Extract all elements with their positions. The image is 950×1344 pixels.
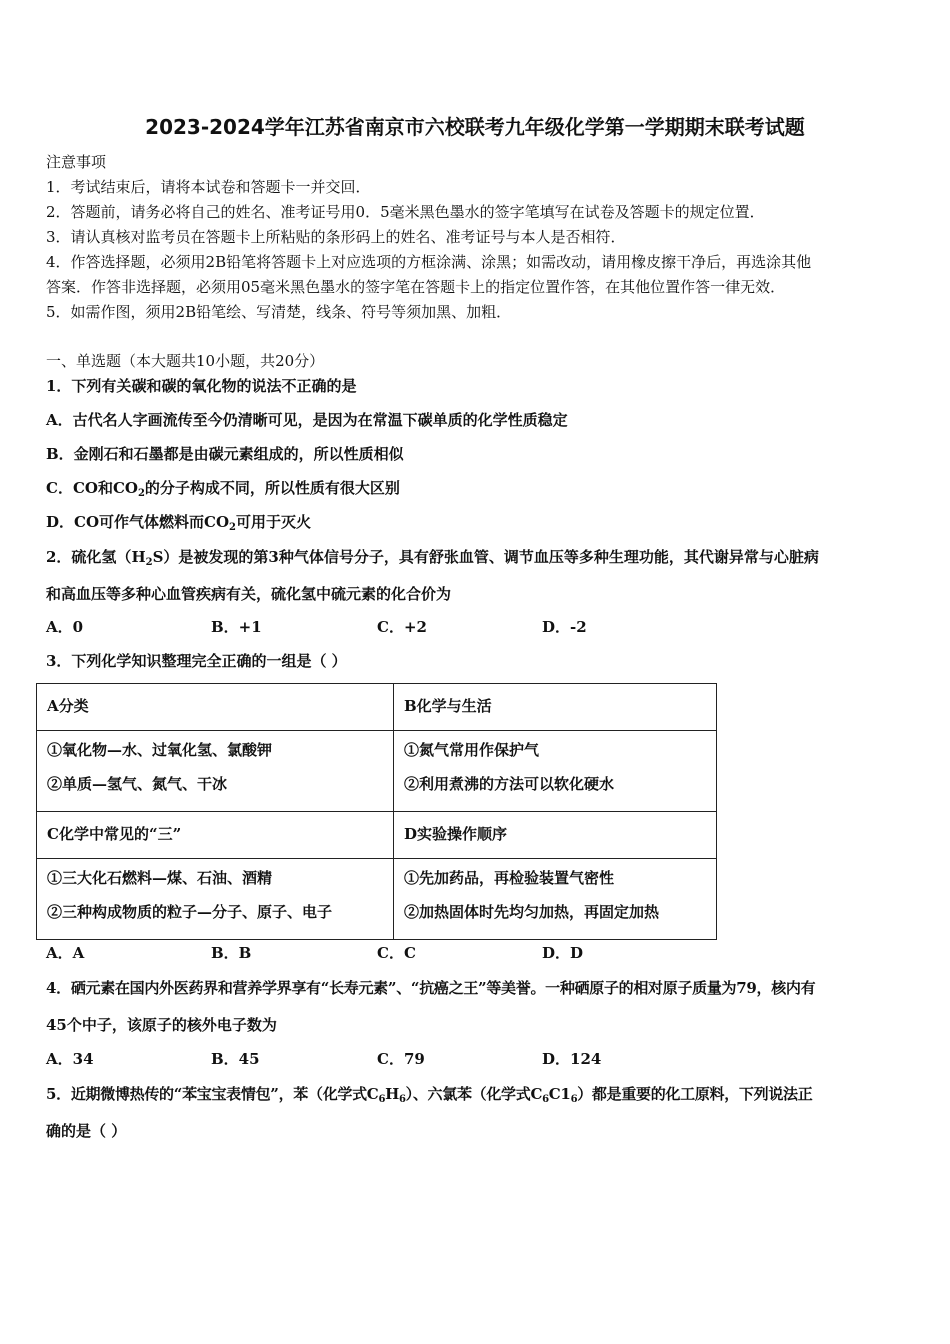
q5-sub-1: 6 — [378, 1094, 386, 1105]
notice-heading: 注意事项 — [46, 153, 107, 171]
table-row — [37, 812, 717, 859]
q4-option-b: B．45 — [211, 1050, 260, 1068]
q5-sub-2: 6 — [398, 1094, 406, 1105]
cell-text: ②加热固体时先均匀加热，再固定加热 — [404, 903, 660, 921]
table-row — [37, 731, 717, 812]
notice-item-4-cont: 答案．作答非选择题，必须用05毫米黑色墨水的签字笔在答题卡上的指定位置作答，在其他位置作答一律无效． — [46, 278, 786, 296]
table-row — [37, 859, 717, 940]
cell-d-head — [394, 812, 717, 859]
q2-stem-line-2: 和高血压等多种心血管疾病有关，硫化氢中硫元素的化合价为 — [46, 585, 452, 603]
cell-b-body — [394, 731, 717, 812]
section-heading: 一、单选题（本大题共10小题，共20分） — [46, 352, 325, 370]
notice-item-3: 3．请认真核对监考员在答题卡上所粘贴的条形码上的姓名、准考证号与本人是否相符． — [46, 228, 626, 246]
notice-item-5: 5．如需作图，须用2B铅笔绘、写清楚，线条、符号等须加黑、加粗． — [46, 303, 512, 321]
cell-text: D实验操作顺序 — [404, 825, 508, 843]
q1-option-a: A．古代名人字画流传至今仍清晰可见，是因为在常温下碳单质的化学性质稳定 — [46, 411, 568, 429]
cell-text: ①三大化石燃料—煤、石油、酒精 — [47, 869, 273, 887]
cell-text: ②三种构成物质的粒子—分子、原子、电子 — [47, 903, 333, 921]
cell-text: B化学与生活 — [404, 697, 492, 715]
q3-option-d: D．D — [542, 944, 584, 962]
q1-stem: 1．下列有关碳和碳的氧化物的说法不正确的是 — [46, 377, 357, 395]
cell-text: C化学中常见的“三” — [47, 825, 182, 843]
q1-d-post: 可用于灭火 — [236, 513, 312, 531]
exam-title: 2023-2024学年江苏省南京市六校联考九年级化学第一学期期末联考试题 — [145, 115, 805, 139]
cell-text: A分类 — [47, 697, 89, 715]
q5-sub-3: 6 — [542, 1094, 549, 1105]
q2-option-b: B．+1 — [211, 618, 262, 636]
q5-sub-4: 6 — [570, 1094, 578, 1105]
notice-item-1: 1．考试结束后，请将本试卷和答题卡一并交回． — [46, 178, 371, 196]
q2-stem-sub: 2 — [145, 557, 153, 568]
q1-c-post: 的分子构成不同，所以性质有很大区别 — [144, 479, 400, 497]
q3-knowledge-table — [36, 683, 717, 940]
cell-a-head — [37, 684, 394, 731]
q2-option-c: C．+2 — [377, 618, 427, 636]
notice-item-2: 2．答题前，请务必将自己的姓名、准考证号用0．5毫米黑色墨水的签字笔填写在试卷及答题卡的规定位置． — [46, 203, 765, 221]
cell-b-head — [394, 684, 717, 731]
cell-d-body — [394, 859, 717, 940]
q4-option-d: D．124 — [542, 1050, 602, 1068]
q5-mid-1: H — [385, 1085, 399, 1103]
q3-stem: 3．下列化学知识整理完全正确的一组是（ ） — [46, 652, 347, 670]
cell-text: ①先加药品，再检验装置气密性 — [404, 869, 615, 887]
q5-mid-2: ）、六氯苯（化学式C — [405, 1085, 543, 1103]
q2-stem-pre: 2．硫化氢（H — [46, 548, 146, 566]
cell-c-head — [37, 812, 394, 859]
q2-option-a: A．0 — [46, 618, 84, 636]
q4-stem-line-1: 4．硒元素在国内外医药界和营养学界享有“长寿元素”、“抗癌之王”等美誉。一种硒原子的相对原子质量为79，核内有 — [46, 979, 816, 997]
q1-option-c — [46, 479, 400, 497]
q1-c-pre: C．CO和CO — [46, 479, 138, 497]
q3-option-c: C．C — [377, 944, 416, 962]
q4-option-a: A．34 — [46, 1050, 94, 1068]
q3-option-a: A．A — [46, 944, 85, 962]
q2-stem-line-1 — [46, 548, 819, 566]
cell-text: ②利用煮沸的方法可以软化硬水 — [404, 775, 615, 793]
cell-text: ①氧化物—水、过氧化氢、氯酸钾 — [47, 741, 273, 759]
q5-post: ）都是重要的化工原料，下列说法正 — [577, 1085, 813, 1103]
q5-pre: 5．近期微博热传的“苯宝宝表情包”，苯（化学式C — [46, 1085, 379, 1103]
q5-stem-line-2: 确的是（ ） — [46, 1122, 127, 1140]
notice-item-4: 4．作答选择题，必须用2B铅笔将答题卡上对应选项的方框涂满、涂黑；如需改动，请用橡皮擦干净后，再选涂其他 — [46, 253, 812, 271]
q1-option-d — [46, 513, 311, 531]
q1-d-sub: 2 — [229, 522, 236, 533]
cell-text: ②单质—氢气、氮气、干冰 — [47, 775, 228, 793]
cell-c-body — [37, 859, 394, 940]
q3-option-b: B．B — [211, 944, 252, 962]
q4-stem-line-2: 45个中子，该原子的核外电子数为 — [46, 1016, 277, 1034]
q2-stem-post: S）是被发现的第3种气体信号分子，具有舒张血管、调节血压等多种生理功能，其代谢异常与心脏病 — [152, 548, 819, 566]
cell-a-body — [37, 731, 394, 812]
table-row — [37, 684, 717, 731]
cell-text: ①氮气常用作保护气 — [404, 741, 540, 759]
q5-stem-line-1 — [46, 1085, 812, 1103]
q5-mid-3: C1 — [548, 1085, 571, 1103]
q1-c-sub: 2 — [137, 488, 145, 499]
q2-option-d: D．-2 — [542, 618, 587, 636]
q4-option-c: C．79 — [377, 1050, 425, 1068]
q1-d-pre: D．CO可作气体燃料而CO — [46, 513, 230, 531]
q1-option-b: B．金刚石和石墨都是由碳元素组成的，所以性质相似 — [46, 445, 404, 463]
